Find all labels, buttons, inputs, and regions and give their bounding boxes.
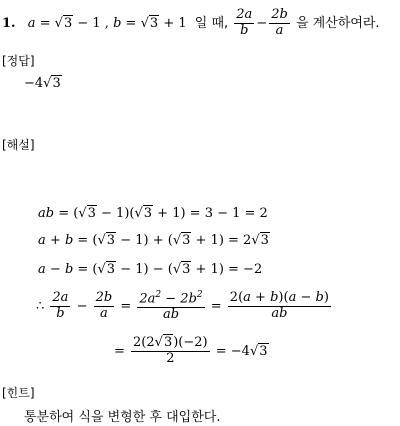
when-text: 일 때, [194, 15, 229, 31]
given-a: a = √3 − 1 , [27, 15, 109, 31]
solution-header: [해설] [2, 138, 35, 152]
solution-line-5: = $\frac{2(2√3)(-2)}{2}$ = −4√3 [114, 335, 268, 366]
problem-statement: 1. a = √3 − 1 , b = √3 + 1 일 때, $\frac{2a}{b}$ − $\frac{2b}{a}$ 을 계산하여라. [2, 7, 380, 38]
instruction-text: 을 계산하여라. [295, 15, 380, 31]
solution-line-1: ab = (√3 − 1)(√3 + 1) = 3 − 1 = 2 [38, 206, 268, 221]
answer-value: −4√3 [24, 76, 61, 91]
answer-header: [정답] [2, 54, 35, 68]
solution-line-4: ∴ $\frac{2a}{b}$ − $\frac{2b}{a}$ = $\frac{2a^2 - 2b^2}{ab}$ = $\frac{2(a + b)(a - b)}{ab}$ [36, 290, 329, 323]
solution-line-3: a − b = (√3 − 1) − (√3 + 1) = −2 [38, 262, 263, 277]
hint-text: 통분하여 식을 변형한 후 대입한다. [24, 410, 221, 425]
solution-line-2: a + b = (√3 − 1) + (√3 + 1) = 2√3 [38, 233, 269, 248]
given-b: b = √3 + 1 [113, 15, 187, 31]
hint-header: [힌트] [2, 386, 35, 400]
expr-frac-1: $\frac{2a}{b}$ [236, 7, 253, 38]
problem-number: 1. [2, 15, 16, 31]
expr-frac-2: $\frac{2b}{a}$ [271, 7, 288, 38]
